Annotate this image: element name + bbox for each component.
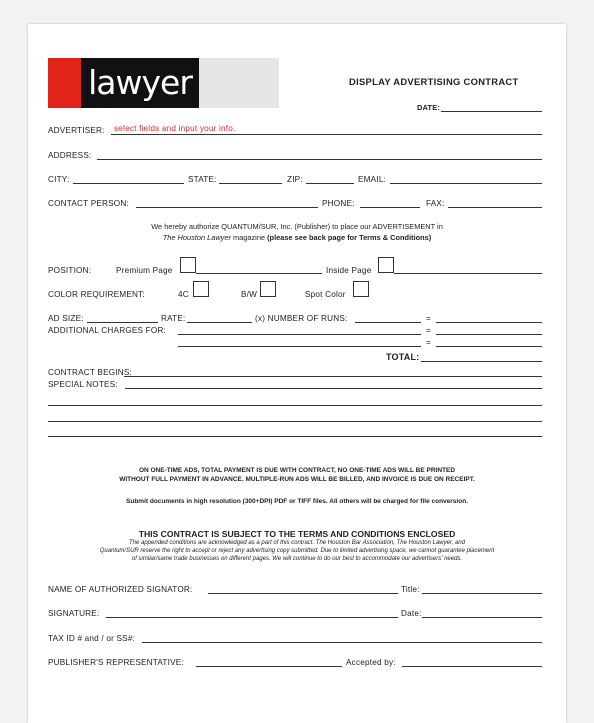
spot-color-label: Spot Color xyxy=(305,290,346,299)
color-4c-checkbox[interactable] xyxy=(193,281,209,297)
color-requirement-label: COLOR REQUIREMENT: xyxy=(48,290,145,299)
rate-label: RATE: xyxy=(161,314,186,323)
fax-label: FAX: xyxy=(426,199,445,208)
phone-field[interactable] xyxy=(360,207,420,208)
rate-field[interactable] xyxy=(187,322,252,323)
terms-line-1: The appended conditions are acknowledged as a part of this contract. The Houston Bar Association, The Houston Lawyer, and xyxy=(129,540,465,546)
city-field[interactable] xyxy=(73,183,184,184)
inside-page-label: Inside Page xyxy=(326,266,372,275)
logo-red-block xyxy=(48,58,81,108)
accepted-by-field[interactable] xyxy=(402,666,542,667)
payment-notice-line-2: WITHOUT FULL PAYMENT IN ADVANCE. MULTIPLE-RUN ADS WILL BE BILLED, AND INVOICE IS DUE ON RECEIPT. xyxy=(119,476,475,483)
state-field[interactable] xyxy=(219,183,282,184)
additional-equals-2: = xyxy=(426,338,431,347)
special-notes-label: SPECIAL NOTES: xyxy=(48,380,118,389)
special-notes-line-1[interactable] xyxy=(125,388,542,389)
contract-begins-field[interactable] xyxy=(124,376,542,377)
special-notes-line-3[interactable] xyxy=(48,421,542,422)
additional-amount-field-1[interactable] xyxy=(436,334,542,335)
terms-reference: (please see back page for Terms & Conditions) xyxy=(267,233,432,242)
spot-color-checkbox[interactable] xyxy=(353,281,369,297)
inside-page-field[interactable] xyxy=(394,273,542,274)
address-field[interactable] xyxy=(97,159,542,160)
title-label: Title: xyxy=(401,585,420,594)
color-bw-checkbox[interactable] xyxy=(260,281,276,297)
authorization-mid: magazine xyxy=(230,233,268,242)
lawyer-logo xyxy=(48,58,279,108)
additional-charges-field-1[interactable] xyxy=(178,334,421,335)
position-label: POSITION: xyxy=(48,266,92,275)
special-notes-line-2[interactable] xyxy=(48,405,542,406)
contract-page xyxy=(28,24,566,723)
advertiser-label: ADVERTISER: xyxy=(48,126,105,135)
runs-equals: = xyxy=(426,314,431,323)
contact-person-field[interactable] xyxy=(136,207,318,208)
runs-label: (x) NUMBER OF RUNS: xyxy=(255,314,348,323)
signature-field[interactable] xyxy=(106,617,398,618)
total-label: TOTAL: xyxy=(386,352,420,362)
accepted-by-label: Accepted by: xyxy=(346,658,396,667)
payment-notice-line-1: ON ONE-TIME ADS, TOTAL PAYMENT IS DUE WITH CONTRACT, NO ONE-TIME ADS WILL BE PRINTED xyxy=(138,467,456,474)
runs-field[interactable] xyxy=(355,322,421,323)
premium-page-checkbox[interactable] xyxy=(180,257,196,273)
terms-line-2: Quantum/SUR reserve the right to accept or reject any advertising copy submitted. Due to limited advertising space, we cannot guarantee placement xyxy=(99,548,495,554)
logo-wordmark: lawyer xyxy=(81,58,199,108)
ad-size-label: AD SIZE: xyxy=(48,314,84,323)
fax-field[interactable] xyxy=(448,207,542,208)
special-notes-line-4[interactable] xyxy=(48,436,542,437)
zip-field[interactable] xyxy=(306,183,354,184)
title-field[interactable] xyxy=(422,593,542,594)
tax-id-field[interactable] xyxy=(142,642,542,643)
publisher-rep-label: PUBLISHER'S REPRESENTATIVE: xyxy=(48,658,184,667)
city-label: CITY: xyxy=(48,175,70,184)
additional-charges-label: ADDITIONAL CHARGES FOR: xyxy=(48,326,167,335)
additional-charges-field-2[interactable] xyxy=(178,346,421,347)
submit-notice: Submit documents in high resolution (300+DPI) PDF or TIFF files. All others will be charged for file conversion. xyxy=(126,498,468,505)
terms-line-3: of similar/same trade businesses on different pages. We will continue to do our best to accommodate our advertisers' needs. xyxy=(131,556,463,562)
total-field[interactable] xyxy=(421,361,542,362)
terms-heading: THIS CONTRACT IS SUBJECT TO THE TERMS AND CONDITIONS ENCLOSED xyxy=(138,529,456,539)
advertiser-field[interactable] xyxy=(111,134,542,135)
zip-label: ZIP: xyxy=(287,175,303,184)
magazine-name: The Houston Lawyer xyxy=(162,233,231,242)
date-label: DATE: xyxy=(417,103,441,112)
additional-amount-field-2[interactable] xyxy=(436,346,542,347)
contract-begins-label: CONTRACT BEGINS: xyxy=(48,368,133,377)
tax-id-label: TAX ID # and / or SS#: xyxy=(48,634,136,643)
contact-person-label: CONTACT PERSON: xyxy=(48,199,129,208)
sign-date-field[interactable] xyxy=(422,617,542,618)
inside-page-checkbox[interactable] xyxy=(378,257,394,273)
advertiser-placeholder: select fields and input your info. xyxy=(114,124,236,133)
email-label: EMAIL: xyxy=(358,175,387,184)
additional-equals-1: = xyxy=(426,326,431,335)
authorization-line-2 xyxy=(28,233,566,242)
page-title: DISPLAY ADVERTISING CONTRACT xyxy=(349,76,519,87)
runs-amount-field[interactable] xyxy=(436,322,542,323)
premium-page-label: Premium Page xyxy=(116,266,173,275)
signator-label: NAME OF AUTHORIZED SIGNATOR: xyxy=(48,585,193,594)
state-label: STATE: xyxy=(188,175,217,184)
signator-field[interactable] xyxy=(208,593,398,594)
color-4c-label: 4C xyxy=(178,290,189,299)
signature-label: SIGNATURE: xyxy=(48,609,100,618)
date-field[interactable] xyxy=(441,111,542,112)
phone-label: PHONE: xyxy=(322,199,355,208)
address-label: ADDRESS: xyxy=(48,151,92,160)
publisher-rep-field[interactable] xyxy=(196,666,342,667)
authorization-line-1: We hereby authorize QUANTUM/SUR, Inc. (Publisher) to place our ADVERTISEMENT in xyxy=(151,222,443,231)
sign-date-label: Date: xyxy=(401,609,422,618)
color-bw-label: B/W xyxy=(241,290,258,299)
premium-page-field[interactable] xyxy=(196,273,322,274)
email-field[interactable] xyxy=(390,183,542,184)
ad-size-field[interactable] xyxy=(87,322,158,323)
